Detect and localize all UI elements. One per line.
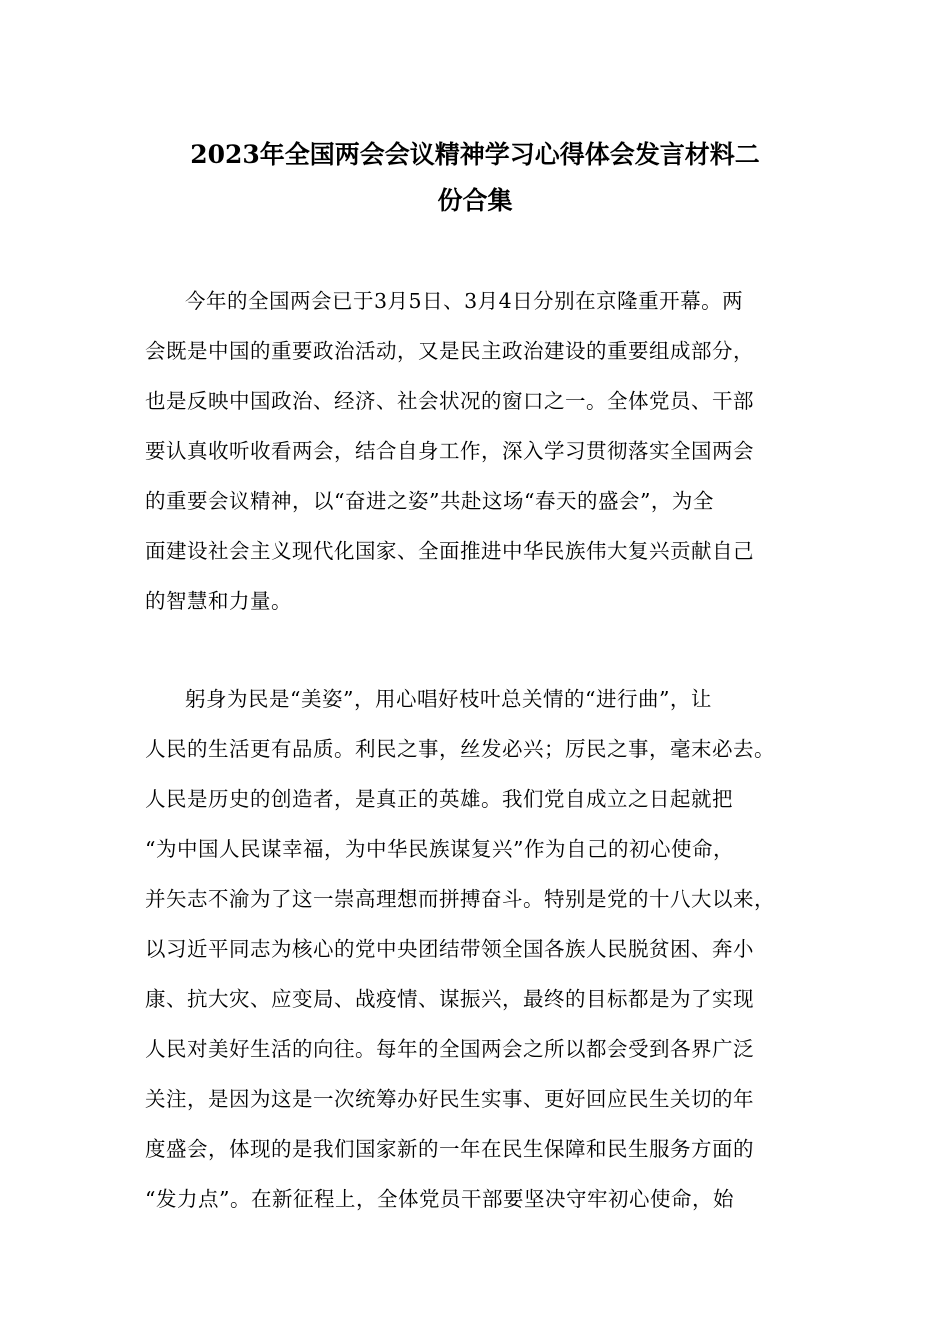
paragraph-line: 也是反映中国政治、经济、社会状况的窗口之一。全体党员、干部 <box>145 389 754 413</box>
title-line-2: 份合集 <box>437 186 513 215</box>
paragraph-line: 今年的全国两会已于3月5日、3月4日分别在京隆重开幕。两 <box>185 289 744 313</box>
paragraph-line: 要认真收听收看两会，结合自身工作，深入学习贯彻落实全国两会 <box>145 439 754 463</box>
title-line-1: 2023年全国两会会议精神学习心得体会发言材料二 <box>190 140 760 169</box>
paragraph-line: 的智慧和力量。 <box>145 589 292 613</box>
paragraph-line: 会既是中国的重要政治活动，又是民主政治建设的重要组成部分， <box>145 339 754 363</box>
paragraph-line: 人民对美好生活的向往。每年的全国两会之所以都会受到各界广泛 <box>145 1037 754 1061</box>
paragraph-line: “为中国人民谋幸福，为中华民族谋复兴”作为自己的初心使命， <box>145 837 734 861</box>
paragraph-1 <box>145 276 835 626</box>
paragraph-line: 关注，是因为这是一次统筹办好民生实事、更好回应民生关切的年 <box>145 1087 754 1111</box>
paragraph-line: 以习近平同志为核心的党中央团结带领全国各族人民脱贫困、奔小 <box>145 937 754 961</box>
paragraph-line: “发力点”。在新征程上，全体党员干部要坚决守牢初心使命，始 <box>145 1187 734 1211</box>
paragraph-line: 面建设社会主义现代化国家、全面推进中华民族伟大复兴贡献自己 <box>145 539 754 563</box>
paragraph-2 <box>145 674 835 1224</box>
paragraph-line: 的重要会议精神，以“奋进之姿”共赴这场“春天的盛会”，为全 <box>145 489 714 513</box>
paragraph-line: 并矢志不渝为了这一崇高理想而拼搏奋斗。特别是党的十八大以来， <box>145 887 775 911</box>
document-title <box>130 132 820 224</box>
paragraph-line: 人民的生活更有品质。利民之事，丝发必兴；厉民之事，毫末必去。 <box>145 737 775 761</box>
paragraph-line: 人民是历史的创造者，是真正的英雄。我们党自成立之日起就把 <box>145 787 733 811</box>
paragraph-line: 康、抗大灾、应变局、战疫情、谋振兴，最终的目标都是为了实现 <box>145 987 754 1011</box>
paragraph-line: 度盛会，体现的是我们国家新的一年在民生保障和民生服务方面的 <box>145 1137 754 1161</box>
paragraph-line: 躬身为民是“美姿”，用心唱好枝叶总关情的“进行曲”，让 <box>185 687 712 711</box>
